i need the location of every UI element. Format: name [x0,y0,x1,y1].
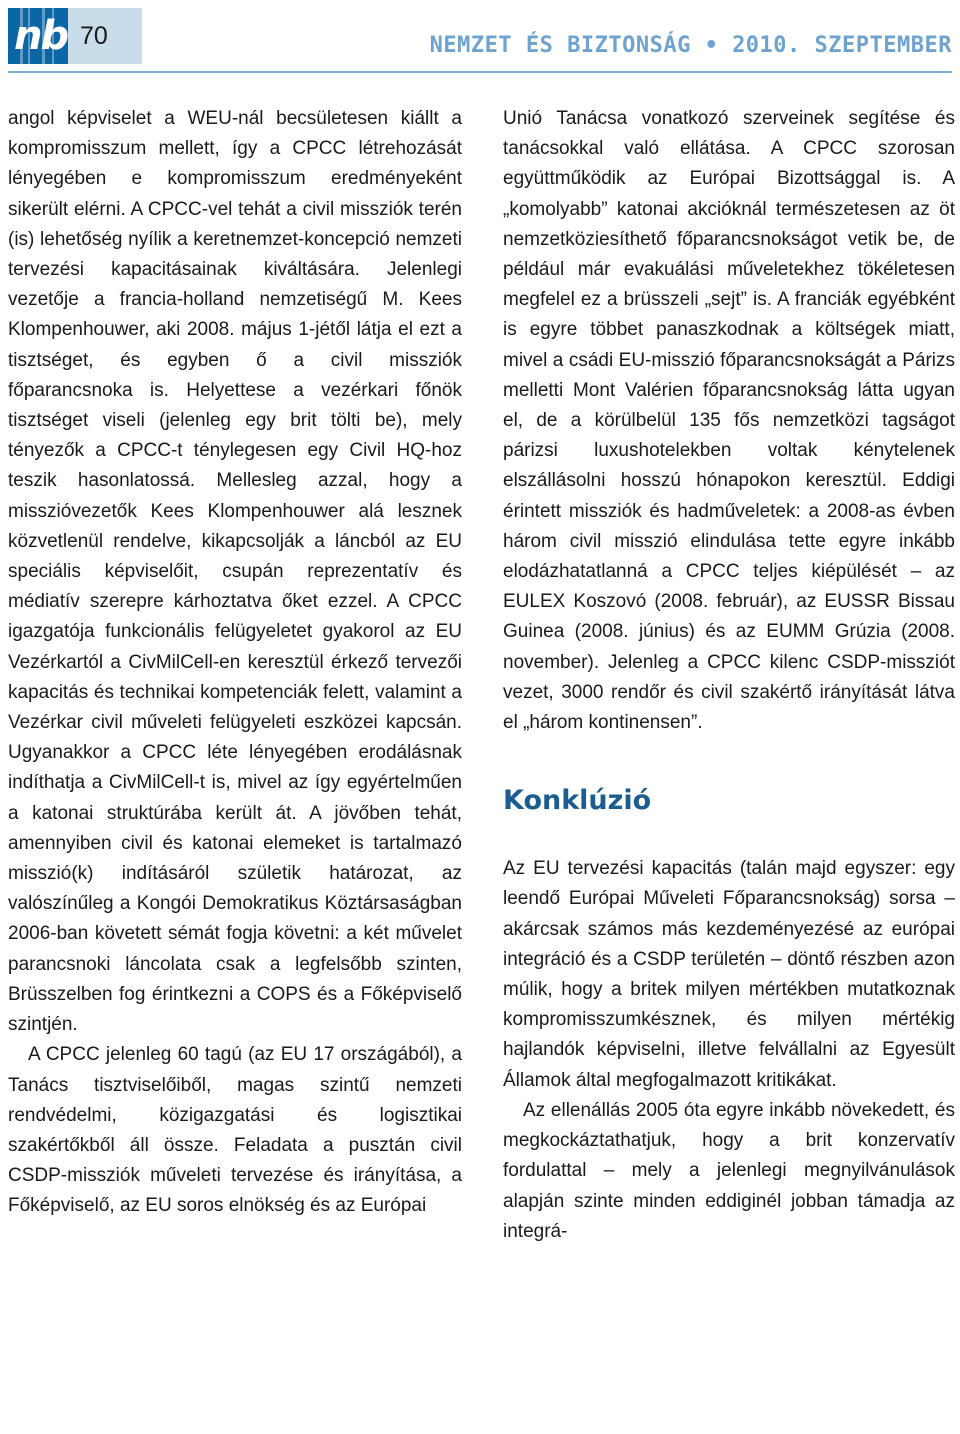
page-header [0,0,960,78]
left-column [8,104,462,1222]
page-number-box [68,8,142,64]
right-column [503,104,955,1247]
page-number: 70 [80,22,108,50]
header-rule [8,71,952,73]
section-heading: Konklúzió [503,785,652,817]
right-paragraph-2: Az EU tervezési kapacitás (talán majd egyszer: egy leendő Európai Műveleti Főparancsnokság) sorsa – akárcsak számos más kezdeményezésé az európai integráció és a CSDP területén – döntő részben azon múlik, hogy a britek milyen mértékben mutatkoznak kompromisszumkésznek, és milyen mértékig hajlandók képviselni, illetve felvállalni az Egyesült Államok által megfogalmazott kritikákat. [503,858,955,1091]
right-paragraph-1: Unió Tanácsa vonatkozó szerveinek segítése és tanácsokkal való ellátása. A CPCC szorosan együttműködik az Európai Bizottsággal is. A „komolyabb” katonai akcióknál természetesen az öt nemzetköziesíthető főparancsnokságot vetik be, de például már evakuálási műveletekhez tökéletesen megfelel ez a brüsszeli „sejt” is. A franciák egyébként is egyre többet panaszkodnak a költségek miatt, mivel a csádi EU-misszió főparancsnokságát a Párizs melletti Mont Valérien főparancsnokság látta ugyan el, de a körülbelül 135 fős nemzetközi tagságot párizsi luxushotelekben voltak kénytelenek elszállásolni hosszú hónapokon keresztül. Eddigi érintett missziók és hadműveletek: a 2008-as évben három civil misszió elindulása tette egyre inkább elodázhatatlanná a CPCC teljes kiépülését – az EULEX Koszovó (2008. február), az EUSSR Bissau Guinea (2008. június) és az EUMM Grúzia (2008. november). Jelenleg a CPCC kilenc CSDP-missziót vezet, 3000 rendőr és civil szakértő irányítását látva el „három kontinensen”. [503,108,955,734]
left-paragraph-1: angol képviselet a WEU-nál becsületesen kiállt a kompromisszum mellett, így a CPCC létrehozását lényegében e kompromisszum eredményeként sikerült elérni. A CPCC-vel tehát a civil missziók terén (is) lehetőség nyílik a keretnemzet-koncepció nemzeti tervezési kapacitásainak kiváltására. Jelenlegi vezetője a francia-holland nemzetiségű M. Kees Klompenhouwer, aki 2008. május 1-jétől látja el ezt a tisztséget, és egyben ő a civil missziók főparancsnoka is. Helyettese a vezérkari főnök tisztséget viseli (jelenleg egy brit tölti be), mely tényezők a CPCC-t ténylegesen egy Civil HQ-hoz teszik hasonlatossá. Mellesleg azzal, hogy a misszióvezetők Kees Klompenhouwer alá lesznek közvetlenül rendelve, kikapcsolják a láncból az EU speciális képviselőit, csupán reprezentatív és médiatív szerepre kárhoztatva őket ezzel. A CPCC igazgatója funkcionális felügyeletet gyakorol az EU Vezérkartól a CivMilCell-en keresztül érkező tervezői kapacitás és technikai kompetenciák felett, valamint a Vezérkar civil műveleti felügyeleti eszközei kapcsán. Ugyanakkor a CPCC léte lényegében erodálásnak indíthatja a CivMilCell-t is, mivel az így egyértelműen a katonai struktúrába került át. A jövőben tehát, amennyiben civil és katonai elemeket is tartalmazó misszió(k) indításáról születik határozat, az valószínűleg a Kongói Demokratikus Köztársaságban 2006-ban követett sémát fogja követni: a két művelet parancsnoki láncolata csak a legfelsőbb szinten, Brüsszelben fog érintkezni a COPS és a Főképviselő szintjén. [8,108,462,1036]
right-paragraph-3: Az ellenállás 2005 óta egyre inkább növekedett, és megkockáztathatjuk, hogy a brit konzervatív fordulattal – mely a jelenlegi megnyilvánulások alapján szinte minden eddiginél jobban támadja az integrá- [503,1099,955,1242]
left-paragraph-2: A CPCC jelenleg 60 tagú (az EU 17 országából), a Tanács tisztviselőiből, magas szintű nemzeti rendvédelmi, közigazgatási és logisztikai szakértőkből áll össze. Feladata a pusztán civil CSDP-missziók műveleti tervezése és irányítása, a Főképviselő, az EU soros elnökség és az Európai [8,1044,462,1217]
running-title: NEMZET ÉS BIZTONSÁG • 2010. SZEPTEMBER [429,33,952,58]
journal-logo [8,8,68,64]
logo-mark: nb [14,13,68,59]
